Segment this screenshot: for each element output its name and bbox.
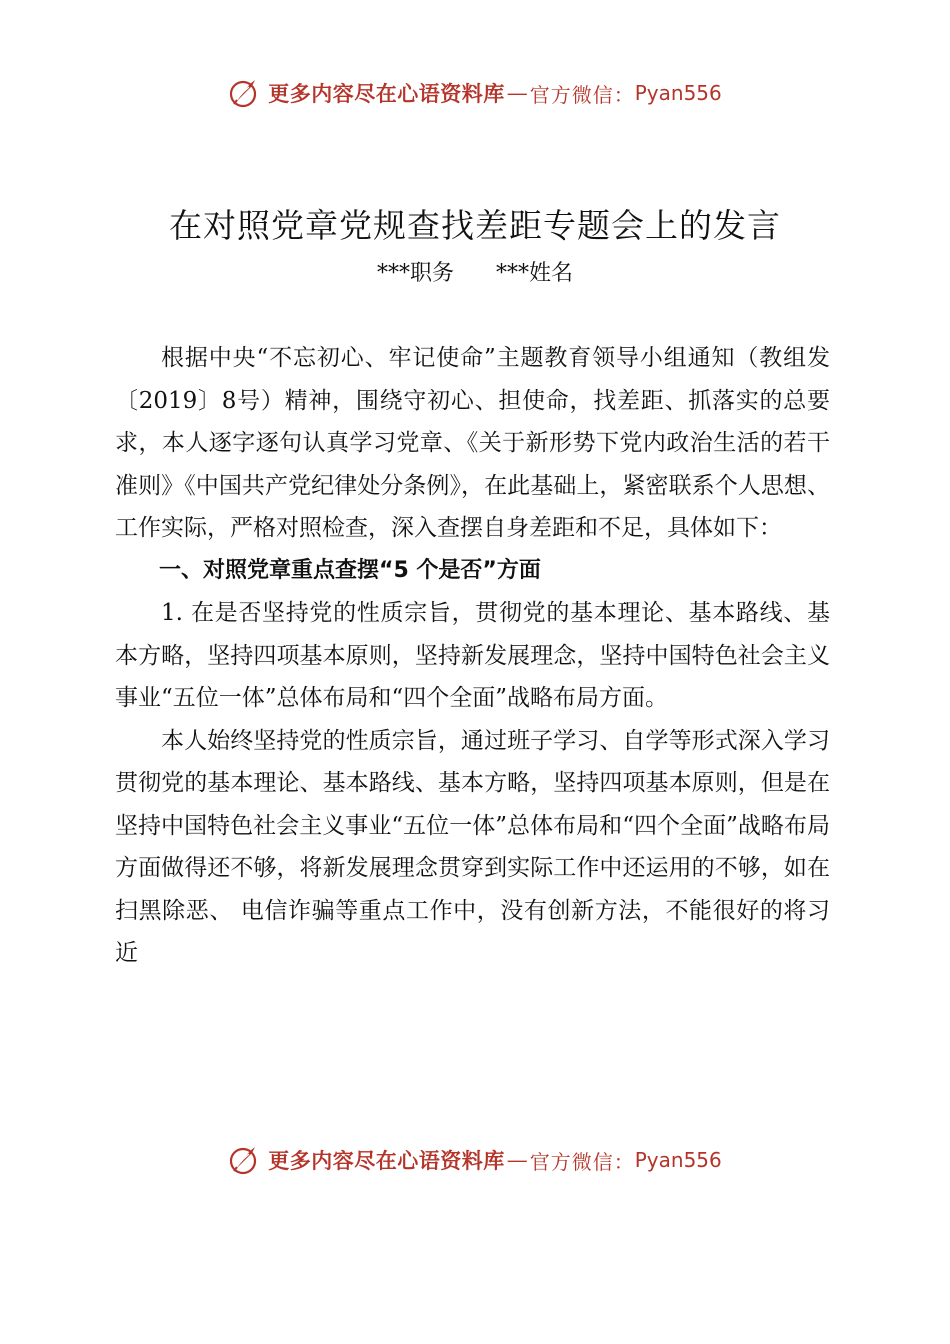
banner-dash: — xyxy=(506,81,528,105)
banner-promo-text: 更多内容尽在心语资料库 xyxy=(268,81,505,106)
byline xyxy=(0,256,950,287)
banner-wechat-label: 官方微信： xyxy=(529,82,635,107)
quill-logo-icon xyxy=(228,76,262,110)
body-paragraph: 1. 在是否坚持党的性质宗旨，贯彻党的基本理论、基本路线、基本方略，坚持四项基本原则，坚持新发展理念，坚持中国特色社会主义事业“五位一体”总体布局和“四个全面”战略布局方面。 xyxy=(115,600,830,711)
section-heading: 一、对照党章重点查摆“5 个是否”方面 xyxy=(159,557,541,583)
document-title: 在对照党章党规查找差距专题会上的发言 xyxy=(169,206,781,245)
header-banner xyxy=(0,73,950,113)
banner-wechat-label: 官方微信： xyxy=(529,1149,635,1174)
quill-logo-icon xyxy=(228,1143,262,1177)
banner-wechat-id: Pyan556 xyxy=(634,1148,722,1172)
banner-dash: — xyxy=(506,1148,528,1172)
document-body xyxy=(115,337,830,975)
byline-name: ***姓名 xyxy=(496,261,574,286)
footer-banner xyxy=(0,1140,950,1180)
byline-position: ***职务 xyxy=(376,261,454,286)
banner-promo-text: 更多内容尽在心语资料库 xyxy=(268,1148,505,1173)
body-paragraph: 根据中央“不忘初心、牢记使命”主题教育领导小组通知（教组发〔2019〕8号）精神，围绕守初心、担使命，找差距、抓落实的总要求，本人逐字逐句认真学习党章、《关于新形势下党内政治生活的若干准则》《中国共产党纪律处分条例》，在此基础上，紧密联系个人思想、工作实际，严格对照检查，深入查摆自身差距和不足，具体如下： xyxy=(115,345,830,541)
body-paragraph: 本人始终坚持党的性质宗旨，通过班子学习、自学等形式深入学习贯彻党的基本理论、基本路线、基本方略，坚持四项基本原则，但是在坚持中国特色社会主义事业“五位一体”总体布局和“四个全面”战略布局方面做得还不够，将新发展理念贯穿到实际工作中还运用的不够，如在扫黑除恶、 电信诈骗等重点工作中，没有创新方法，不能很好的将习近 xyxy=(115,727,830,966)
banner-wechat-id: Pyan556 xyxy=(634,81,722,105)
